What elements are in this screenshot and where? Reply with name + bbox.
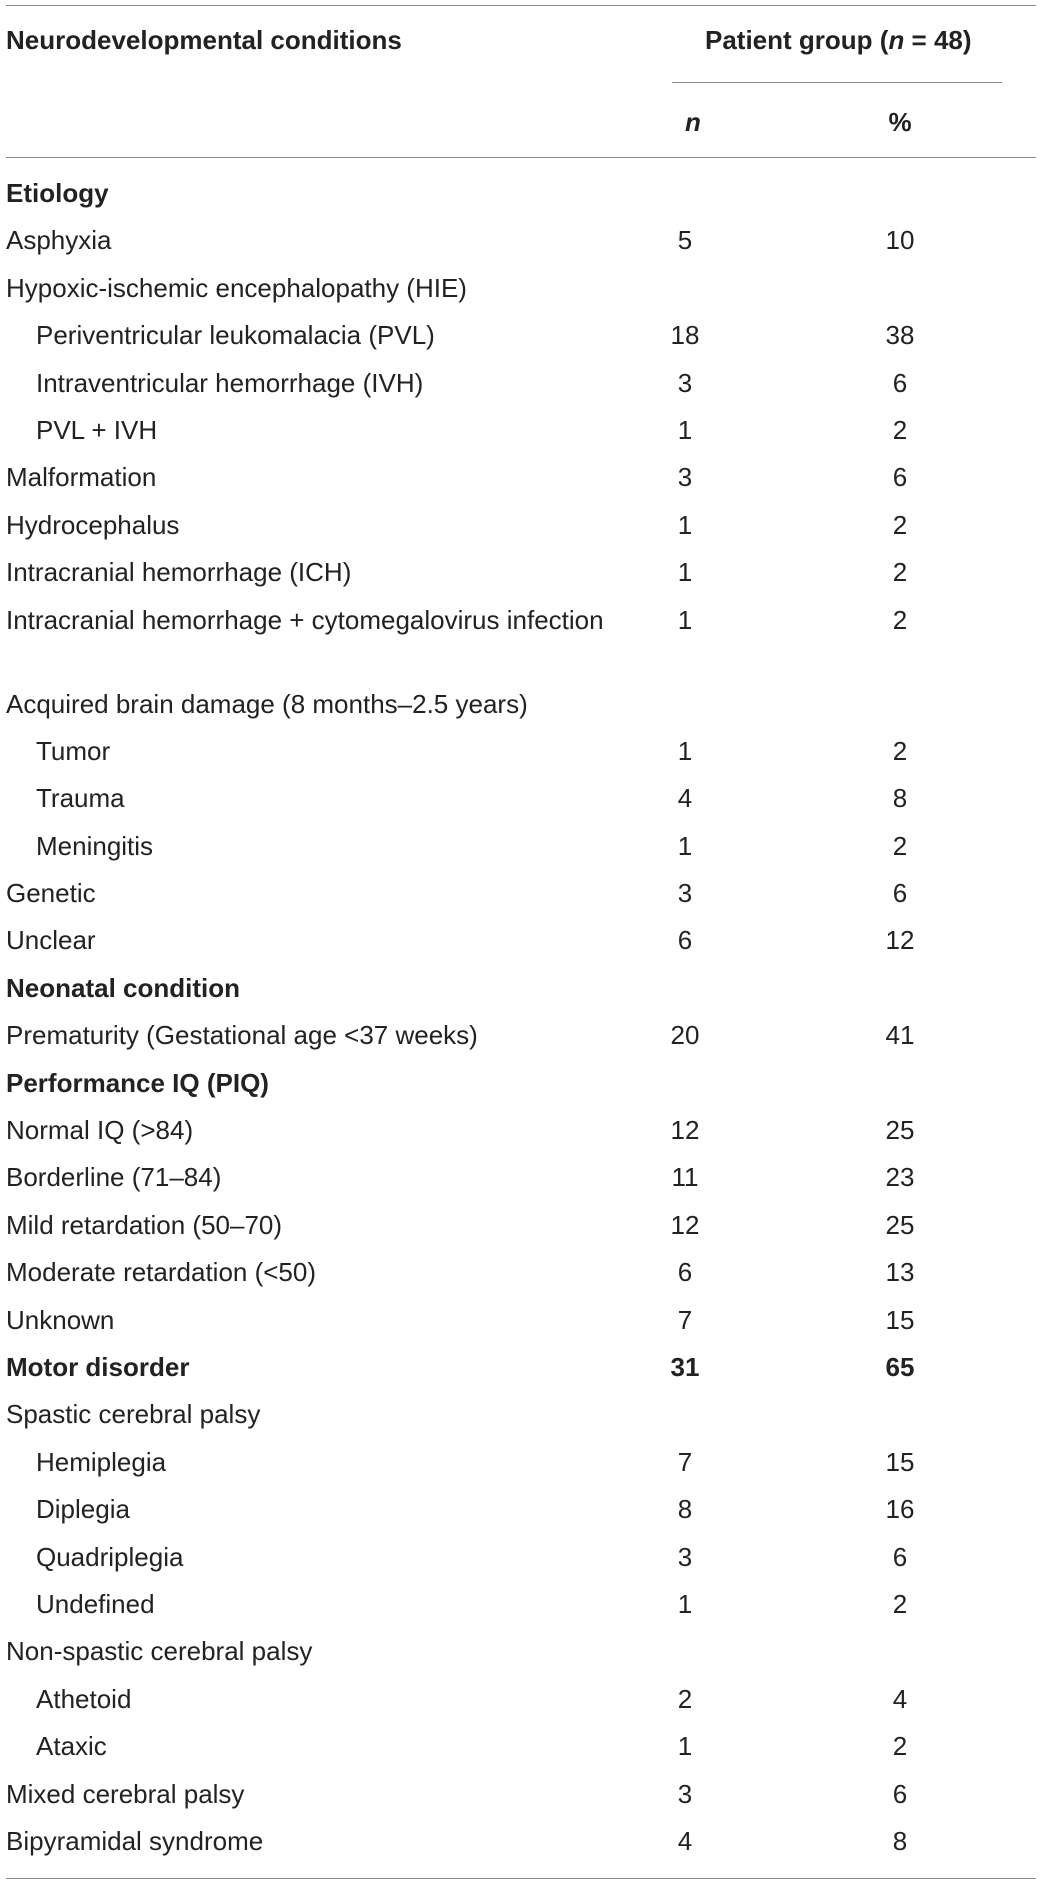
table-row [0, 1583, 1040, 1630]
table-row [0, 267, 1040, 314]
row-pct-value: 6 [892, 367, 908, 398]
row-label: Tumor [36, 735, 111, 766]
table-row [0, 1204, 1040, 1251]
table-row [0, 967, 1040, 1014]
row-label: Ataxic [36, 1731, 107, 1762]
row-n-value: 5 [677, 225, 693, 256]
row-label: Intracranial hemorrhage + cytomegalovirus infection [6, 604, 604, 635]
table-row [0, 825, 1040, 872]
row-label: Periventricular leukomalacia (PVL) [36, 320, 435, 351]
row-pct-value: 15 [885, 1446, 915, 1477]
row-label: Normal IQ (>84) [6, 1115, 194, 1146]
row-pct-value: 10 [885, 225, 915, 256]
table-row [0, 314, 1040, 361]
row-pct-value: 25 [885, 1209, 915, 1240]
table-row [0, 683, 1040, 730]
row-pct-value: 6 [892, 878, 908, 909]
table-row [0, 1299, 1040, 1346]
table-row [0, 1109, 1040, 1156]
header-group-suffix: = 48) [904, 25, 972, 55]
row-label: Motor disorder [6, 1351, 190, 1382]
row-n-value: 31 [670, 1351, 700, 1382]
row-n-value: 1 [677, 509, 693, 540]
row-pct-value: 38 [885, 320, 915, 351]
row-pct-value: 2 [892, 604, 908, 635]
table-row [0, 551, 1040, 598]
table-top-rule [6, 5, 1036, 6]
table-row [0, 1820, 1040, 1867]
row-label: Athetoid [36, 1683, 132, 1714]
table-row [0, 1251, 1040, 1298]
row-label: Intracranial hemorrhage (ICH) [6, 557, 352, 588]
row-n-value: 7 [677, 1446, 693, 1477]
row-label: Mixed cerebral palsy [6, 1778, 245, 1809]
row-n-value: 7 [677, 1304, 693, 1335]
table-row [0, 362, 1040, 409]
row-n-value: 12 [670, 1209, 700, 1240]
table-row [0, 219, 1040, 266]
row-pct-value: 25 [885, 1115, 915, 1146]
row-label: Bipyramidal syndrome [6, 1825, 264, 1856]
row-pct-value: 2 [892, 1731, 908, 1762]
row-pct-value: 8 [892, 1825, 908, 1856]
header-group-prefix: Patient group ( [705, 25, 889, 55]
row-pct-value: 4 [892, 1683, 908, 1714]
table-row [0, 599, 1040, 683]
row-n-value: 2 [677, 1683, 693, 1714]
row-n-value: 4 [677, 1825, 693, 1856]
row-n-value: 1 [677, 735, 693, 766]
row-pct-value: 65 [885, 1351, 915, 1382]
header-col-n: n [685, 107, 701, 137]
row-label: Hemiplegia [36, 1446, 167, 1477]
table-row [0, 1062, 1040, 1109]
row-label: Performance IQ (PIQ) [6, 1067, 269, 1098]
table-row [0, 1441, 1040, 1488]
table-row [0, 1488, 1040, 1535]
row-n-value: 3 [677, 367, 693, 398]
row-label: Meningitis [36, 830, 154, 861]
row-n-value: 3 [677, 1541, 693, 1572]
row-n-value: 1 [677, 557, 693, 588]
row-label: Trauma [36, 783, 125, 814]
table-row [0, 504, 1040, 551]
row-pct-value: 6 [892, 1541, 908, 1572]
table-row [0, 1773, 1040, 1820]
table-row [0, 1393, 1040, 1440]
row-n-value: 8 [677, 1494, 693, 1525]
row-label: Malformation [6, 462, 157, 493]
row-label: Genetic [6, 878, 96, 909]
table-row [0, 1536, 1040, 1583]
row-label: Spastic cerebral palsy [6, 1399, 261, 1430]
table-row [0, 172, 1040, 219]
row-label: Etiology [6, 178, 109, 208]
table-row [0, 1156, 1040, 1203]
header-conditions: Neurodevelopmental conditions [6, 25, 402, 55]
row-n-value: 1 [677, 830, 693, 861]
row-pct-value: 2 [892, 509, 908, 540]
row-pct-value: 23 [885, 1162, 915, 1193]
row-n-value: 3 [677, 462, 693, 493]
row-pct-value: 8 [892, 783, 908, 814]
row-label: Hydrocephalus [6, 509, 180, 540]
row-n-value: 4 [677, 783, 693, 814]
table-row [0, 1678, 1040, 1725]
row-label: Neonatal condition [6, 972, 240, 1003]
row-pct-value: 15 [885, 1304, 915, 1335]
row-pct-value: 2 [892, 830, 908, 861]
header-group-n: n [888, 25, 905, 55]
row-n-value: 18 [670, 320, 700, 351]
row-n-value: 20 [670, 1020, 700, 1051]
row-n-value: 1 [677, 604, 693, 635]
row-n-value: 11 [671, 1162, 699, 1193]
header-bottom-rule [6, 157, 1036, 158]
row-pct-value: 2 [892, 735, 908, 766]
row-label: Quadriplegia [36, 1541, 184, 1572]
row-n-value: 3 [677, 878, 693, 909]
table-row [0, 1630, 1040, 1677]
row-label: Asphyxia [6, 225, 112, 256]
row-n-value: 1 [677, 1731, 693, 1762]
row-n-value: 1 [677, 414, 693, 445]
row-pct-value: 6 [892, 462, 908, 493]
row-pct-value: 13 [885, 1257, 915, 1288]
table-row [0, 456, 1040, 503]
row-pct-value: 2 [892, 414, 908, 445]
header-patient-group [705, 24, 972, 56]
row-label: Intraventricular hemorrhage (IVH) [36, 367, 424, 398]
table-row [0, 872, 1040, 919]
row-label: Non-spastic cerebral palsy [6, 1636, 313, 1667]
header-group-rule [672, 82, 1002, 83]
row-label: Unknown [6, 1304, 115, 1335]
row-pct-value: 2 [892, 1588, 908, 1619]
row-n-value: 3 [677, 1778, 693, 1809]
row-n-value: 12 [670, 1115, 700, 1146]
table-row [0, 1725, 1040, 1772]
row-label: Undefined [36, 1588, 155, 1619]
row-pct-value: 2 [892, 557, 908, 588]
row-label: Diplegia [36, 1494, 130, 1525]
table-body [0, 172, 1040, 1867]
row-pct-value: 41 [885, 1020, 915, 1051]
row-n-value: 1 [677, 1588, 693, 1619]
header-col-pct: % [888, 107, 912, 137]
row-n-value: 6 [677, 925, 693, 956]
row-label: Unclear [6, 925, 96, 956]
row-pct-value: 6 [892, 1778, 908, 1809]
table-row [0, 1346, 1040, 1393]
table-row [0, 409, 1040, 456]
table-row [0, 1014, 1040, 1061]
table-row [0, 777, 1040, 824]
row-label: PVL + IVH [36, 414, 158, 445]
table-bottom-rule [6, 1878, 1036, 1879]
row-pct-value: 12 [885, 925, 915, 956]
row-label: Hypoxic-ischemic encephalopathy (HIE) [6, 272, 467, 303]
row-label: Mild retardation (50–70) [6, 1209, 283, 1240]
row-n-value: 6 [677, 1257, 693, 1288]
row-pct-value: 16 [885, 1494, 915, 1525]
table-row [0, 730, 1040, 777]
row-label: Prematurity (Gestational age <37 weeks) [6, 1020, 478, 1051]
table-row [0, 919, 1040, 966]
row-label: Acquired brain damage (8 months–2.5 years) [6, 688, 528, 719]
row-label: Moderate retardation (<50) [6, 1257, 317, 1288]
row-label: Borderline (71–84) [6, 1162, 222, 1193]
